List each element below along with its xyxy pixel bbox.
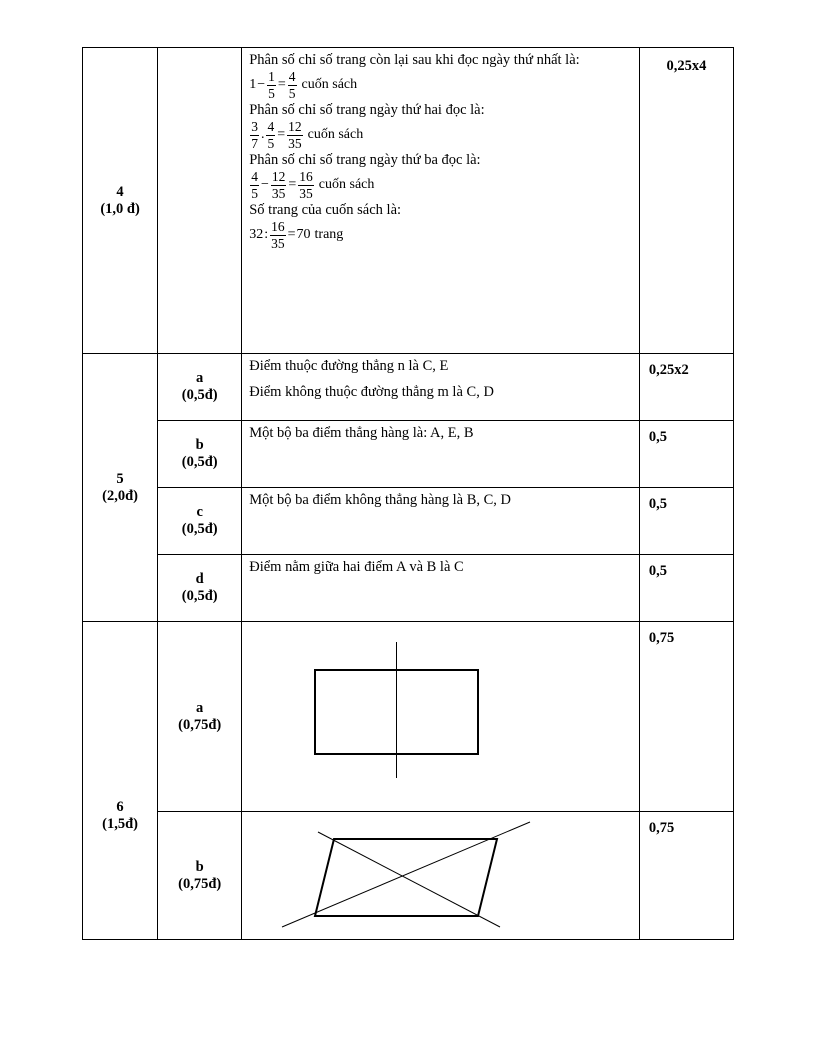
q6-part-b-cell (158, 812, 242, 940)
eq2-operator: . (260, 127, 265, 142)
q5-part-b-content (242, 421, 640, 488)
question-6-number: 6 (116, 798, 124, 815)
q6-part-b-figure-cell (242, 812, 640, 940)
eq3-num-3: 16 (299, 169, 313, 184)
q5-part-a-line-2: Điểm không thuộc đường thẳng m là C, D (249, 384, 494, 400)
eq1-num-2: 4 (288, 69, 296, 84)
question-4-label-cell (83, 48, 158, 354)
eq3-num-2: 12 (271, 169, 286, 184)
eq2-den-1: 7 (251, 135, 258, 151)
answer-key-table (82, 47, 734, 940)
rectangle-symmetry-figure (242, 622, 638, 810)
eq3-unit: cuốn sách (318, 177, 375, 192)
question-5-number: 5 (116, 470, 124, 487)
eq1-den-2: 5 (288, 85, 296, 101)
eq2-fraction-2 (266, 120, 275, 150)
eq3-equals: = (288, 177, 297, 192)
eq1-equals: = (277, 77, 286, 92)
q6-part-a-cell (158, 622, 242, 812)
eq3-den-2: 35 (271, 185, 286, 201)
q5-part-c-content (242, 488, 640, 555)
q5-part-b-line-1: Một bộ ba điểm thẳng hàng là: A, E, B (249, 425, 474, 441)
q4-text-4: Số trang của cuốn sách là: (249, 202, 402, 218)
eq4-operator: : (264, 227, 269, 242)
eq2-num-3: 12 (288, 119, 302, 134)
eq4-unit: trang (314, 227, 344, 242)
q4-text-1: Phân số chỉ số trang còn lại sau khi đọc ngày thứ nhất là: (249, 52, 580, 68)
q5-part-c-points: (0,5đ) (181, 521, 218, 537)
eq3-fraction-3 (298, 170, 314, 200)
q5-part-d-score: 0,5 (639, 555, 733, 622)
q6-part-b-score: 0,75 (639, 812, 733, 940)
eq2-unit: cuốn sách (307, 127, 364, 142)
eq1-unit: cuốn sách (301, 77, 358, 92)
eq3-fraction-1 (250, 170, 259, 200)
q6-part-a-figure-cell (242, 622, 640, 812)
eq2-den-3: 35 (288, 135, 302, 151)
eq3-operator: − (260, 177, 269, 192)
eq2-fraction-3 (287, 120, 303, 150)
question-5a-row (83, 354, 734, 421)
q5-part-a-points: (0,5đ) (181, 387, 218, 403)
eq1-fraction-1 (267, 70, 276, 100)
q5-part-b-score: 0,5 (639, 421, 733, 488)
q5-part-b-cell (158, 421, 242, 488)
question-4-row (83, 48, 734, 354)
eq4-den: 35 (271, 235, 285, 251)
q5-part-c-line-1: Một bộ ba điểm không thẳng hàng là B, C, D (249, 492, 512, 508)
eq4-term: 32 (249, 227, 264, 242)
q4-text-3: Phân số chỉ số trang ngày thứ ba đọc là: (249, 152, 481, 168)
q6-part-a-points: (0,75đ) (178, 716, 222, 733)
eq2-equals: = (277, 127, 286, 142)
q5-part-d-label: d (195, 571, 204, 587)
q5-part-d-line-1: Điểm nằm giữa hai điểm A và B là C (249, 559, 464, 575)
question-6b-row (83, 812, 734, 940)
q4-equation-2 (249, 120, 363, 150)
diagonal-line-2 (282, 822, 530, 927)
eq2-den-2: 5 (267, 135, 275, 151)
q5-part-d-points: (0,5đ) (181, 588, 218, 604)
question-4-points: (1,0 đ) (100, 200, 140, 217)
q5-part-c-score: 0,5 (639, 488, 733, 555)
q5-part-d-cell (158, 555, 242, 622)
question-4-content (242, 48, 640, 354)
q4-equation-1 (249, 70, 357, 100)
q6-part-b-points: (0,75đ) (178, 875, 222, 892)
q5-part-c-cell (158, 488, 242, 555)
question-4-score: 0,25x4 (639, 48, 733, 354)
eq3-fraction-2 (271, 170, 287, 200)
eq3-den-3: 35 (299, 185, 313, 201)
eq4-equals: = (287, 227, 296, 242)
eq2-fraction-1 (250, 120, 259, 150)
q5-part-a-content (242, 354, 640, 421)
q6-part-a-label: a (196, 699, 204, 716)
question-6-points: (1,5đ) (102, 815, 138, 832)
question-5c-row (83, 488, 734, 555)
q4-text-2: Phân số chỉ số trang ngày thứ hai đọc là: (249, 102, 485, 118)
q5-part-c-label: c (196, 504, 203, 520)
eq1-den-1: 5 (268, 85, 275, 101)
eq4-fraction (270, 220, 286, 250)
q4-equation-3 (249, 170, 374, 200)
eq1-term: 1 (249, 77, 257, 92)
eq1-fraction-2 (288, 70, 297, 100)
question-5d-row (83, 555, 734, 622)
question-5b-row (83, 421, 734, 488)
question-4-part-cell (158, 48, 242, 354)
q6-part-a-score: 0,75 (639, 622, 733, 812)
eq4-result: 70 (296, 227, 311, 242)
eq1-operator: − (257, 77, 266, 92)
q6-part-b-label: b (195, 858, 204, 875)
q5-part-a-line-1: Điểm thuộc đường thẳng n là C, E (249, 358, 449, 374)
question-6a-row (83, 622, 734, 812)
eq3-den-1: 5 (251, 185, 258, 201)
question-4-number: 4 (116, 183, 124, 200)
eq2-num-2: 4 (267, 119, 275, 134)
q5-part-d-content (242, 555, 640, 622)
parallelogram-figure (242, 812, 638, 938)
q5-part-a-cell (158, 354, 242, 421)
q5-part-a-label: a (196, 370, 204, 386)
eq4-num: 16 (271, 219, 285, 234)
q5-part-a-score: 0,25x2 (639, 354, 733, 421)
question-6-label-cell (83, 622, 158, 940)
eq1-num-1: 1 (268, 69, 275, 84)
q5-part-b-label: b (195, 437, 204, 453)
q4-equation-4 (249, 220, 343, 250)
q5-part-b-points: (0,5đ) (181, 454, 218, 470)
question-5-points: (2,0đ) (102, 487, 138, 504)
eq2-num-1: 3 (251, 119, 258, 134)
eq3-num-1: 4 (251, 169, 258, 184)
question-5-label-cell (83, 354, 158, 622)
